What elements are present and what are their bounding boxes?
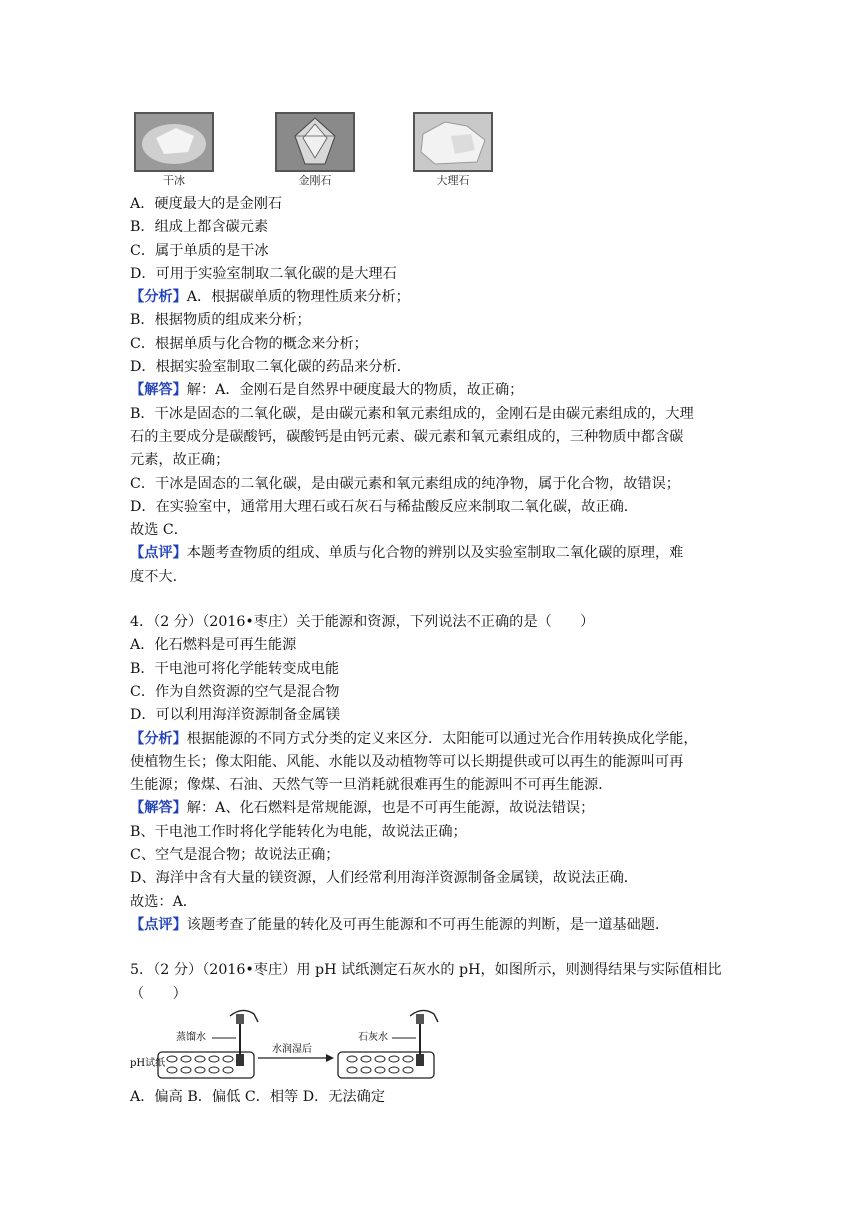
dry-ice-image [134, 112, 214, 172]
q3-solution-line: 石的主要成分是碳酸钙，碳酸钙是由钙元素、碳元素和氧元素组成的，三种物质中都含碳 [130, 428, 684, 445]
comment-tag: 【点评】 [130, 916, 187, 933]
document-page [130, 108, 740, 1109]
q4-solution-line: D、海洋中含有大量的镁资源，人们经常利用海洋资源制备金属镁，故说法正确． [130, 870, 638, 887]
diamond-caption: 金刚石 [298, 174, 332, 187]
q4-option-a: A．化石燃料是可再生能源 [130, 637, 297, 654]
ph-test-diagram [130, 1008, 550, 1086]
diamond-figure [275, 112, 355, 190]
q3-solution-line: B．干冰是固态的二氧化碳，是由碳元素和氧元素组成的，金刚石是由碳元素组成的，大理 [130, 405, 694, 422]
q4-analysis-line: 生能源；像煤、石油、天然气等一旦消耗就很难再生的能源叫不可再生能源． [130, 777, 613, 794]
q3-solution-line: 故选 C． [130, 522, 188, 539]
q3-option-c: C．属于单质的是干冰 [130, 242, 269, 259]
q3-comment-line: 度不大． [130, 568, 187, 585]
q3-solution-line: D．在实验室中，通常用大理石或石灰石与稀盐酸反应来制取二氧化碳，故正确． [130, 498, 638, 515]
marble-caption: 大理石 [436, 174, 470, 187]
q4-comment: 【点评】该题考查了能量的转化及可再生能源和不可再生能源的判断，是一道基础题． [130, 916, 670, 933]
q4-option-d: D．可以利用海洋资源制备金属镁 [130, 707, 341, 724]
q4-stem: 4．（2 分）（2016•枣庄）关于能源和资源，下列说法不正确的是（ ） [130, 614, 595, 631]
diamond-image [275, 112, 355, 172]
q3-option-a: A．硬度最大的是金刚石 [130, 196, 283, 212]
q4-analysis: 【分析】根据能源的不同方式分类的定义来区分．太阳能可以通过光合作用转换成化学能， [130, 730, 698, 747]
marble-figure [413, 112, 493, 190]
distilled-water-label: 蒸馏水 [176, 1031, 206, 1043]
q3-analysis: 【分析】A．根据碳单质的物理性质来分析； [130, 289, 410, 306]
q4-solution: 【解答】解：A、化石燃料是常规能源，也是不可再生能源，故说法错误； [130, 800, 595, 817]
q3-option-b: B．组成上都含碳元素 [130, 219, 269, 236]
q3-solution-line: C．干冰是固态的二氧化碳，是由碳元素和氧元素组成的纯净物，属于化合物，故错误； [130, 475, 680, 492]
q3-analysis-line: D．根据实验室制取二氧化碳的药品来分析． [130, 359, 411, 376]
limewater-label: 石灰水 [358, 1031, 388, 1043]
q4-solution-line: 故选：A． [130, 893, 197, 910]
q4-solution-line: B、干电池工作时将化学能转化为电能，故说法正确； [130, 823, 467, 840]
q3-comment: 【点评】本题考查物质的组成、单质与化合物的辨别以及实验室制取二氧化碳的原理，难 [130, 545, 684, 562]
analysis-tag: 【分析】 [130, 730, 187, 747]
ph-paper-label: pH试纸 [130, 1057, 166, 1069]
comment-tag: 【点评】 [130, 545, 187, 562]
substance-figures [130, 108, 740, 193]
marble-image [413, 112, 493, 172]
q5-stem-line: （ ） [130, 985, 187, 1002]
dry-ice-figure [134, 112, 214, 190]
analysis-tag: 【分析】 [130, 289, 187, 306]
q3-analysis-line: B．根据物质的组成来分析； [130, 312, 311, 329]
after-wetting-label: 水润湿后 [272, 1043, 312, 1055]
q5-options: A．偏高 B．偏低 C．相等 D．无法确定 [130, 1088, 386, 1105]
q4-option-b: B．干电池可将化学能转变成电能 [130, 660, 340, 677]
q3-option-d: D．可用于实验室制取二氧化碳的是大理石 [130, 265, 397, 282]
q4-solution-line: C、空气是混合物；故说法正确； [130, 847, 340, 864]
q3-solution-line: 元素，故正确； [130, 452, 230, 469]
q4-analysis-line: 使植物生长；像太阳能、风能、水能以及动植物等可以长期提供或可以再生的能源叫可再 [130, 753, 684, 770]
dry-ice-caption: 干冰 [163, 174, 185, 187]
q4-option-c: C．作为自然资源的空气是混合物 [130, 683, 340, 700]
q3-solution: 【解答】解：A．金刚石是自然界中硬度最大的物质，故正确； [130, 382, 524, 399]
solution-tag: 【解答】 [130, 382, 187, 399]
solution-tag: 【解答】 [130, 800, 187, 817]
q5-stem: 5．（2 分）（2016•枣庄）用 pH 试纸测定石灰水的 pH，如图所示，则测得结果与实际值相比 [130, 962, 722, 979]
q3-analysis-line: C．根据单质与化合物的概念来分析； [130, 335, 368, 352]
ph-test-figure [130, 1008, 740, 1086]
